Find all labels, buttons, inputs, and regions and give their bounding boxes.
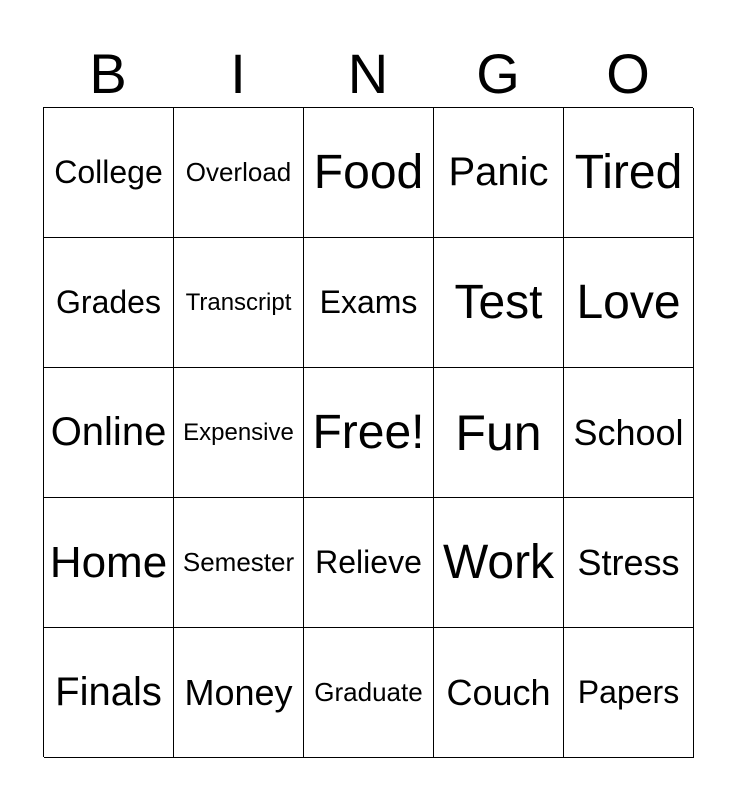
- bingo-grid: [43, 107, 693, 757]
- bingo-cell[interactable]: Semester: [174, 498, 304, 628]
- bingo-cell[interactable]: Money: [174, 628, 304, 758]
- bingo-cell[interactable]: Work: [434, 498, 564, 628]
- bingo-cell[interactable]: Relieve: [304, 498, 434, 628]
- bingo-cell[interactable]: School: [564, 368, 694, 498]
- header-letter-b: B: [89, 42, 127, 105]
- header-letter-n: N: [347, 42, 389, 105]
- header-letter-o: O: [606, 42, 650, 105]
- bingo-cell[interactable]: Finals: [44, 628, 174, 758]
- bingo-cell[interactable]: Free!: [304, 368, 434, 498]
- bingo-cell[interactable]: Transcript: [174, 238, 304, 368]
- bingo-cell[interactable]: Fun: [434, 368, 564, 498]
- bingo-cell[interactable]: Test: [434, 238, 564, 368]
- bingo-cell[interactable]: Grades: [44, 238, 174, 368]
- bingo-cell[interactable]: Home: [44, 498, 174, 628]
- bingo-cell[interactable]: Graduate: [304, 628, 434, 758]
- header-letter-g: G: [476, 42, 520, 105]
- bingo-cell[interactable]: Stress: [564, 498, 694, 628]
- bingo-cell[interactable]: Love: [564, 238, 694, 368]
- bingo-cell[interactable]: Tired: [564, 108, 694, 238]
- bingo-cell[interactable]: Panic: [434, 108, 564, 238]
- bingo-cell[interactable]: College: [44, 108, 174, 238]
- bingo-cell[interactable]: Food: [304, 108, 434, 238]
- bingo-cell[interactable]: Online: [44, 368, 174, 498]
- bingo-cell[interactable]: Papers: [564, 628, 694, 758]
- bingo-cell[interactable]: Expensive: [174, 368, 304, 498]
- bingo-cell[interactable]: Couch: [434, 628, 564, 758]
- header-letter-i: I: [230, 42, 246, 105]
- bingo-cell[interactable]: Overload: [174, 108, 304, 238]
- bingo-cell[interactable]: Exams: [304, 238, 434, 368]
- bingo-header: [43, 40, 693, 108]
